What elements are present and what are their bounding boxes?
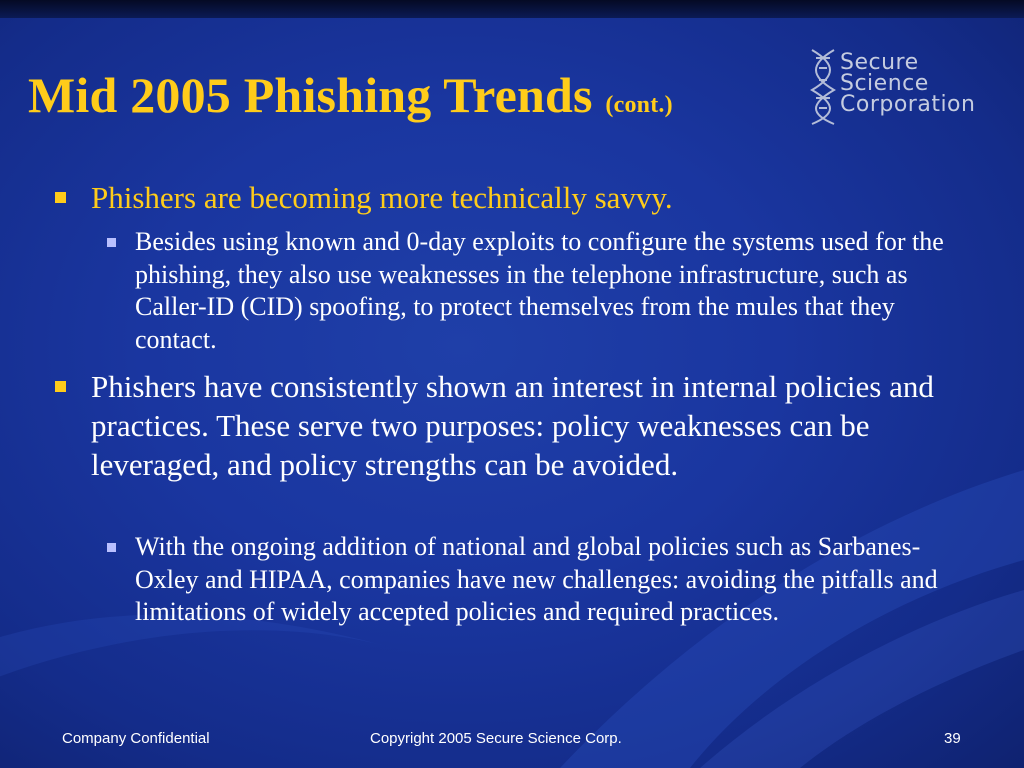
sub-bullet-2 [135, 531, 975, 629]
bullet-marker-icon [55, 381, 66, 392]
logo-line-3: Corporation [840, 92, 976, 117]
title-text: Mid 2005 Phishing Trends [28, 67, 593, 123]
sub-bullet-1-text: Besides using known and 0-day exploits to configure the systems used for the phishing, they also use weaknesses in the telephone infrastructure, such as Caller-ID (CID) spoofing, to protect themselves from the mules that they contact. [135, 227, 944, 354]
title-suffix: (cont.) [605, 92, 673, 118]
bullet-2 [91, 367, 981, 484]
footer-copyright: Copyright 2005 Secure Science Corp. [370, 730, 622, 747]
page-number: 39 [944, 730, 961, 747]
bullet-2-text: Phishers have consistently shown an interest in internal policies and practices. These serve two purposes: policy weaknesses can be leveraged, and policy strengths can be avoided. [91, 369, 934, 482]
bullet-1-text: Phishers are becoming more technically savvy. [91, 180, 673, 215]
sub-bullet-1 [135, 226, 970, 356]
bullet-marker-icon [55, 192, 66, 203]
logo-line-2: Science [840, 71, 929, 96]
sub-bullet-marker-icon [107, 543, 116, 552]
bullet-1 [91, 178, 971, 217]
sub-bullet-2-text: With the ongoing addition of national and global policies such as Sarbanes-Oxley and HIPAA, companies have new challenges: avoiding the pitfalls and limitations of widely accepted policies and required practices. [135, 532, 938, 626]
sub-bullet-marker-icon [107, 238, 116, 247]
footer-left: Company Confidential [62, 730, 210, 747]
logo-line-1: Secure [840, 50, 919, 75]
